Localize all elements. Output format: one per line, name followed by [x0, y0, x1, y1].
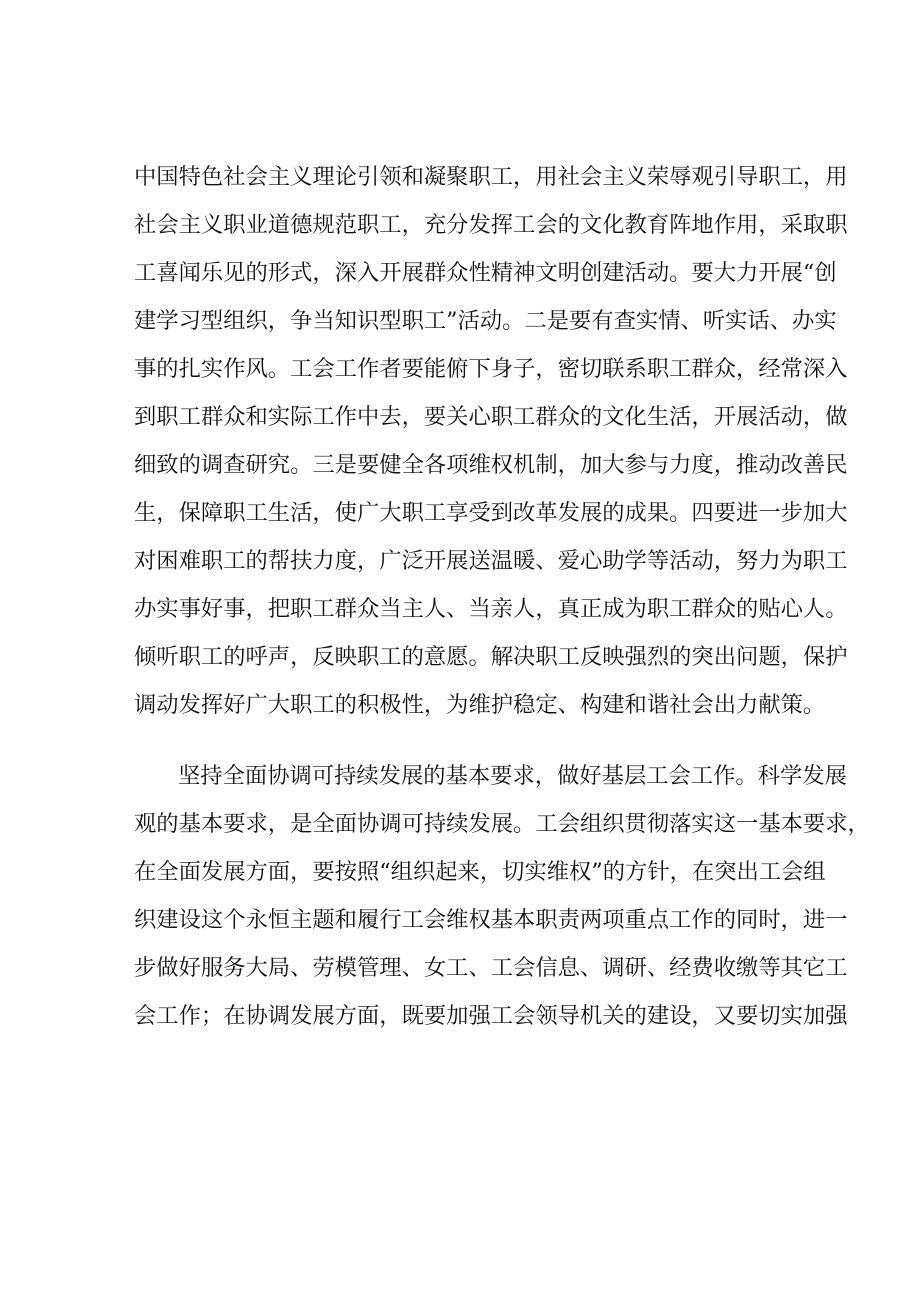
paragraph-1 — [134, 153, 848, 729]
text-line: 坚持全面协调可持续发展的基本要求，做好基层工会工作。科学发展 — [178, 763, 847, 789]
text-line: 工喜闻乐见的形式，深入开展群众性精神文明创建活动。要大力开展“创 — [134, 260, 837, 286]
text-line: 办实事好事，把职工群众当主人、当亲人，真正成为职工群众的贴心人。 — [134, 596, 848, 622]
text-line: 会工作；在协调发展方面，既要加强工会领导机关的建设，又要切实加强 — [134, 1003, 848, 1029]
text-line: 社会主义职业道德规范职工，充分发挥工会的文化教育阵地作用，采取职 — [134, 212, 848, 238]
text-line: 建学习型组织，争当知识型职工”活动。二是要有查实情、听实话、办实 — [134, 308, 837, 334]
paragraph-2 — [134, 752, 870, 1040]
text-line: 观的基本要求，是全面协调可持续发展。工会组织贯彻落实这一基本要求， — [134, 811, 870, 837]
text-line: 生，保障职工生活，使广大职工享受到改革发展的成果。四要进一步加大 — [134, 500, 848, 526]
paragraph-spacer — [134, 729, 794, 752]
text-line: 细致的调查研究。三是要健全各项维权机制，加大参与力度，推动改善民 — [134, 452, 848, 478]
text-line: 到职工群众和实际工作中去，要关心职工群众的文化生活，开展活动，做 — [134, 404, 848, 430]
text-line: 调动发挥好广大职工的积极性，为维护稳定、构建和谐社会出力献策。 — [134, 692, 826, 718]
text-line: 对困难职工的帮扶力度，广泛开展送温暖、爱心助学等活动，努力为职工 — [134, 548, 848, 574]
text-line: 事的扎实作风。工会工作者要能俯下身子，密切联系职工群众，经常深入 — [134, 356, 848, 382]
document-body — [134, 153, 870, 1040]
text-line: 中国特色社会主义理论引领和凝聚职工，用社会主义荣辱观引导职工，用 — [134, 164, 848, 190]
text-line: 倾听职工的呼声，反映职工的意愿。解决职工反映强烈的突出问题，保护 — [134, 644, 848, 670]
text-line: 织建设这个永恒主题和履行工会维权基本职责两项重点工作的同时，进一 — [134, 907, 848, 933]
text-line: 步做好服务大局、劳模管理、女工、工会信息、调研、经费收缴等其它工 — [134, 955, 848, 981]
text-line: 在全面发展方面，要按照“组织起来，切实维权”的方针，在突出工会组 — [134, 859, 826, 885]
